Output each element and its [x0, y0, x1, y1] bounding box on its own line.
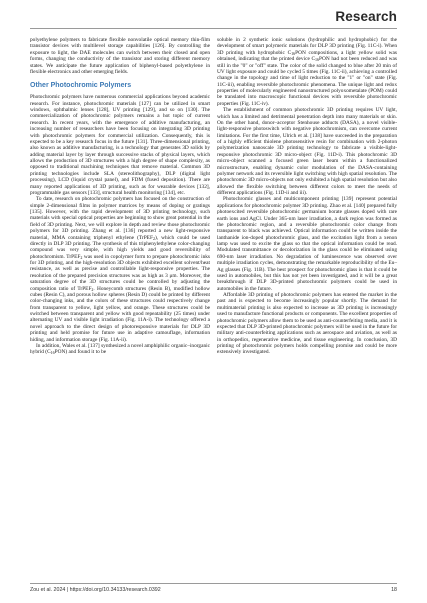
footer-citation: Zou et al. 2024 | https://doi.org/10.34133/research.0392: [30, 587, 161, 593]
paragraph: soluble in 2 synthetic ionic solutions (hydrophilic and hydrophobic) for the development of smart polymeric materials for DLP 3D printing (Fig. 11C-i). When 3D printing with hydrophobic $C_{16}PON$ compositions, a light yellow solid was obtained, indicating that the printed device $C_{16}PON$ had not been reduced and was still in the "0" or "off" state. The color of the solid changed to blue after 20 min of UV light exposure and could be cycled 5 times (Fig. 11C-ii), achieving a controlled change in the topology and time of light reduction to the "1" or "on" state (Fig. 11C-iii), enabling reversible photochromic phenomena. The unique light and redox properties of molecularly engineered nanostructured polyoxometalate (POM) could be translated into macroscopic functional devices with reversible photochromic properties (Fig. 11C-iv).: [217, 37, 397, 107]
paragraph: Affordable 3D printing of photochromic polymers has entered the market in the past and is expected to become increasingly popular shortly. The demand for multimaterial printing is also expected to increase as 3D printing is increasingly used to manufacture functional products or components. The excellent properties of photochromic polymers allow them to be used as anti-counterfeiting media, and it is expected that DLP 3D-printed photochromic polymers will be used in the future for military anti-counterfeiting applications such as aerospace and aviation, as well as in orthopedics, regenerative medicine, and tissue engineering. In conclusion, 3D printing of photochromic polymers holds compelling promise and could be more extensively investigated.: [217, 292, 398, 356]
journal-name: Research: [335, 9, 397, 24]
intro-paragraph: polyethylene polymers to fabricate flexible nonvolatile optical memory thin-film transistor devices with multilevel storage capabilities [126]. By controlling the exposure to light, the DAE molecules can switch between their closed and open forms, changing the conductivity of the transistor and storing different memory states. We anticipate the future application of biphenyl-based polyethylene in flexible electronics and other emerging fields.: [30, 37, 210, 75]
paragraph: The establishment of common photochromic 3D printing requires UV light, which has a limited and detrimental penetration depth into many materials or skin. On the other hand, donor–acceptor Stenhouse adducts (DASA), a novel visible-light-responsive photoswitch with negative photochromism, can overcome current limitations. For the first time, Ulrich et al. [138] have succeeded in the preparation of a highly efficient thiolene photosensitive resin for combination with 2-photon polymerization nanoscale 3D printing technology to fabricate a visible-light-responsive photochromic 3D micro-object (Fig. 11D-i). This photochromic 3D micro-object scanned a focused green laser beam within a functionalized microstructure, enabling dynamic color modulation of the DASA-containing polymer network and its reversible light switching with high spatial resolution. The photochromic 3D micro-objects not only exhibited a high spatial resolution but also allowed the flexible switching between different colors to meet the needs of different applications (Fig. 11D-ii and iii).: [217, 107, 397, 196]
paragraph: In addition, Wales et al. [137] synthesized a novel amphiphilic organic–inorganic hybrid $(C_{16}PON)$ and found it to be: [30, 342, 210, 356]
paragraph: Photochromic glasses and multicomponent printing [139] represent potential applications for photochromic polymer 3D printing. Zhao et al. [140] prepared fully photoexcited reversible photochromic germanium borate glasses doped with rare earth ions and AgCl. Under 365-nm laser irradiation, a dark region was formed as the photochromic region, and a reversible photochromic color change from transparent to black was achieved. Optical information could be written inside the lanthanide ion-doped photochromic glass, and the excitation light from a xenon lamp was used to excite the glass so that the optical information could be read. Modulated transmittance or decolorization in the glass could be eliminated using 690-nm laser irradiation. No degradation of luminescence was observed over multiple irradiation cycles, demonstrating the remarkable reproducibility of the Eu–Ag glasses (Fig. 11B). The best prospect for photochromic glass is that it could be used in automobiles, but this has not yet been investigated, and it will be a great breakthrough if DLP 3D-printed photochromic polymers could be used in automobiles in the future.: [217, 196, 397, 292]
page-number: 18: [391, 587, 397, 593]
right-column: [217, 37, 397, 356]
paragraph: To date, research on photochromic polymers has focused on the construction of simple 2-dimensional films in polymer matrices by means of doping or gratings [135]. However, with the rapid development of 3D printing technology, such materials with special optical properties are beginning to show great potential in the field of 3D printing. Next, we will explore in depth and review those photochromic polymers for 3D printing. Zhang et al. [136] reported a new light-responsive material, MMA containing triphenyl ethylene (TrPEF$_2$), which could be used directly in DLP 3D printing. The synthesis of this triphenylethylene color-changing compound was very simple, with high yields and good reversibility of photochromism. TrPEF$_2$ was used in copolymer form to prepare photochromic inks for 3D printing, and the high-resolution 3D objects exhibited excellent solvent/heat resistance, as well as precise and controllable light-responsive properties. The resolution of the prepared precision structures was as high as 3 μm. Moreover, the saturation degree of the 3D structures could be controlled by adjusting the composition ratio of TrPEF$_2$. Honeycomb structures (Resin B), modified hollow cubes (Resin C), and porous hollow spheres (Resin D) could be printed by different color-changing inks, and the colors of these structures could respectively change from transparent to yellow, light yellow, and orange. These structures could be switched between transparent and yellow with good repeatability (25 times) under alternating UV and visible light irradiation (Fig. 11A-i). The technology offered a novel approach to the direct design of photoresponsive materials for DLP 3D printing and held promise for future use in adaptive camouflage, information hiding, and information storage (Fig. 11A-ii).: [30, 196, 211, 343]
section-heading: Other Photochromic Polymers: [30, 82, 132, 90]
left-column: [30, 37, 210, 356]
page-header: [0, 0, 427, 32]
footer-rule: [30, 583, 397, 584]
header-rule: [30, 28, 397, 29]
paragraph: Photochromic polymers have numerous commercial applications beyond academic research. For instance, photochromic materials [127] can be utilized in smart windows, ophthalmic lenses [128], UV printing [129], and so on [130]. The commercialization of photochromic polymers remains a hot topic of current research. In recent years, with the emergence of additive manufacturing, an increasing number of researchers have been focusing on integrating 3D printing with photochromic polymers for commercial utilization. Consequently, this is expected to be a key research focus in the future [131]. Three-dimensional printing, also known as additive manufacturing, is a technology that generates 3D solids by adding material layer by layer through successive stacks of physical layers, which allows the production of 3D structures with a high degree of shape complexity, as opposed to traditional machining techniques that remove material. Common 3D printing technologies include SLA (stereolithography), DLP (digital light processing), LCD (liquid crystal panel), and FDM (fused deposition). There are many reported applications of 3D printing, such as for wearable devices [132], programmable gas sensors [133], structural health monitoring [134], etc.: [30, 94, 210, 196]
